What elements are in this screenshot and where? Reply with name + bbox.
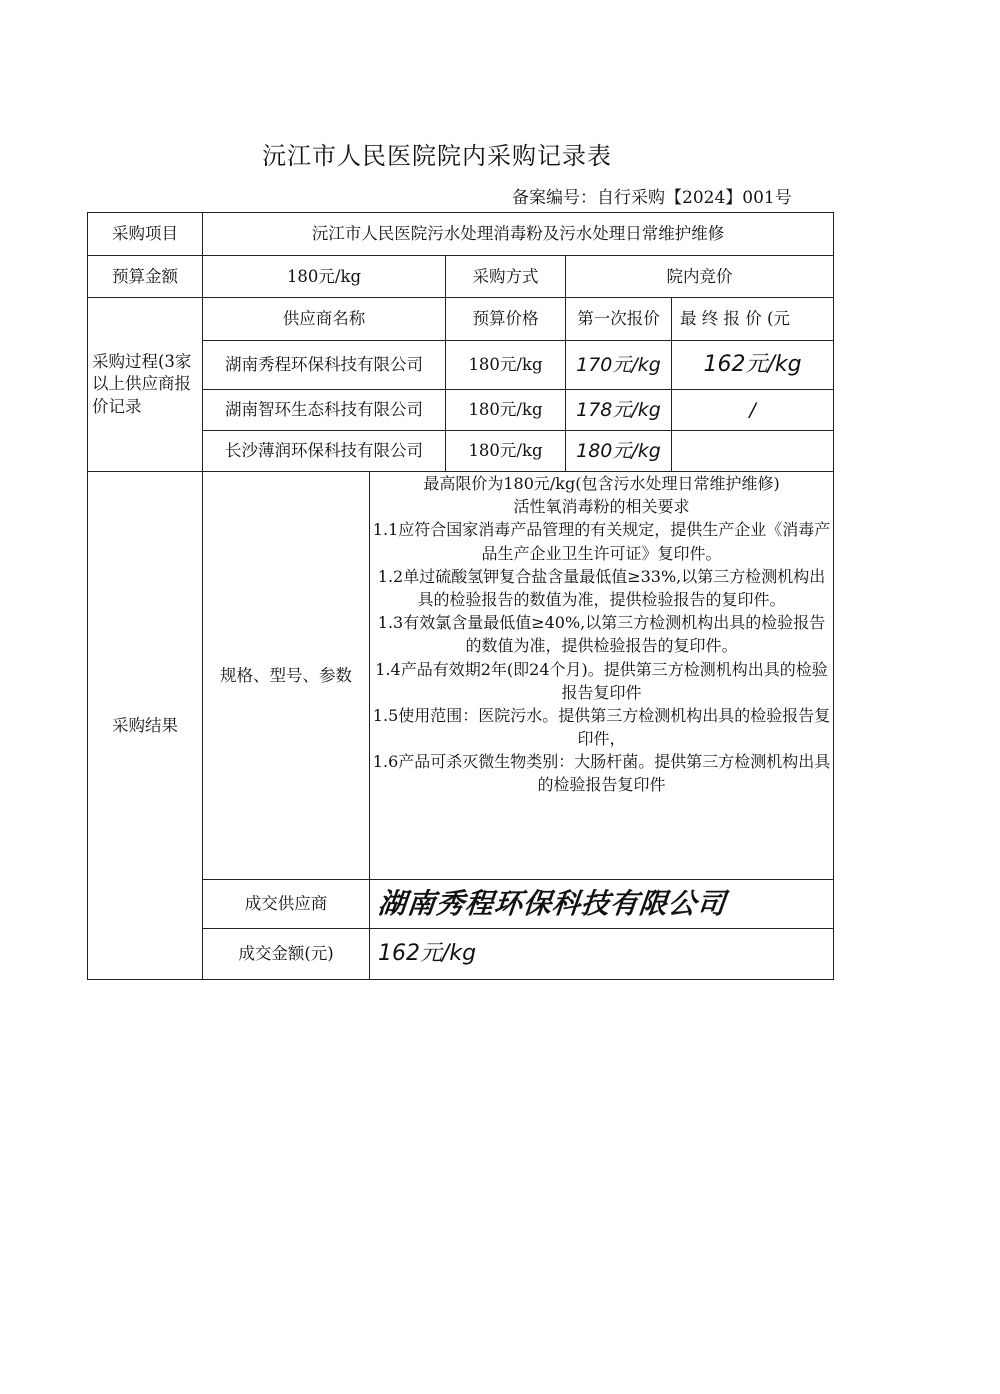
project-label: 采购项目 bbox=[88, 213, 203, 256]
project-row bbox=[88, 213, 834, 256]
spec-row bbox=[88, 472, 834, 880]
first-quote-handwritten: 178元/kg bbox=[576, 398, 661, 421]
supplier-name: 长沙薄润环保科技有限公司 bbox=[203, 431, 446, 472]
procurement-table bbox=[87, 212, 834, 980]
result-label: 采购结果 bbox=[88, 472, 203, 980]
spec-line: 1.6产品可杀灭微生物类别：大肠杆菌。提供第三方检测机构出具的检验报告复印件 bbox=[372, 752, 831, 795]
final-quote-handwritten: / bbox=[749, 398, 756, 421]
supplier-budget: 180元/kg bbox=[446, 390, 566, 431]
amount-label: 成交金额(元) bbox=[203, 929, 370, 980]
budget-label: 预算金额 bbox=[88, 256, 203, 298]
spec-line: 1.5使用范围：医院污水。提供第三方检测机构出具的检验报告复印件， bbox=[372, 705, 831, 749]
budget-value: 180元/kg bbox=[203, 256, 446, 298]
spec-line: 活性氧消毒粉的相关要求 bbox=[513, 497, 690, 517]
budget-row bbox=[88, 256, 834, 298]
supplier-budget: 180元/kg bbox=[446, 431, 566, 472]
winner-cell bbox=[370, 880, 834, 929]
process-header-row bbox=[88, 298, 834, 341]
spec-line: 1.2单过硫酸氢钾复合盐含量最低值≥33%,以第三方检测机构出具的检验报告的数值为准，提供检验报告的复印件。 bbox=[377, 566, 826, 609]
amount-handwritten: 162元/kg bbox=[378, 940, 477, 966]
winner-handwritten: 湖南秀程环保科技有限公司 bbox=[376, 886, 728, 920]
spec-line: 1.1应符合国家消毒产品管理的有关规定，提供生产企业《消毒产品生产企业卫生许可证》复印件。 bbox=[372, 520, 831, 563]
header-supplier: 供应商名称 bbox=[203, 298, 446, 341]
spec-label: 规格、型号、参数 bbox=[203, 472, 370, 880]
supplier-name: 湖南智环生态科技有限公司 bbox=[203, 390, 446, 431]
spec-line: 1.4产品有效期2年(即24个月)。提供第三方检测机构出具的检验报告复印件 bbox=[375, 659, 828, 702]
amount-cell bbox=[370, 929, 834, 980]
header-final-quote: 最 终 报 价 (元 bbox=[672, 298, 834, 341]
process-label: 采购过程(3家以上供应商报价记录 bbox=[88, 298, 203, 472]
spec-line: 最高限价为180元/kg(包含污水处理日常维护维修) bbox=[423, 474, 780, 493]
page-title: 沅江市人民医院院内采购记录表 bbox=[262, 142, 612, 170]
method-value: 院内竞价 bbox=[566, 256, 834, 298]
method-label: 采购方式 bbox=[446, 256, 566, 298]
supplier-budget: 180元/kg bbox=[446, 341, 566, 390]
final-quote-empty bbox=[672, 431, 834, 472]
first-quote-handwritten: 170元/kg bbox=[576, 353, 661, 376]
project-value: 沅江市人民医院污水处理消毒粉及污水处理日常维护维修 bbox=[203, 213, 834, 256]
header-budget: 预算价格 bbox=[446, 298, 566, 341]
supplier-name: 湖南秀程环保科技有限公司 bbox=[203, 341, 446, 390]
first-quote-handwritten: 180元/kg bbox=[576, 439, 661, 462]
header-first-quote: 第一次报价 bbox=[566, 298, 672, 341]
spec-content bbox=[370, 472, 834, 880]
final-quote-handwritten: 162元/kg bbox=[703, 351, 802, 377]
record-number: 备案编号：自行采购【2024】001号 bbox=[512, 188, 792, 208]
winner-label: 成交供应商 bbox=[203, 880, 370, 929]
spec-line: 1.3有效氯含量最低值≥40%,以第三方检测机构出具的检验报告的数值为准，提供检验报告的复印件。 bbox=[377, 613, 826, 656]
